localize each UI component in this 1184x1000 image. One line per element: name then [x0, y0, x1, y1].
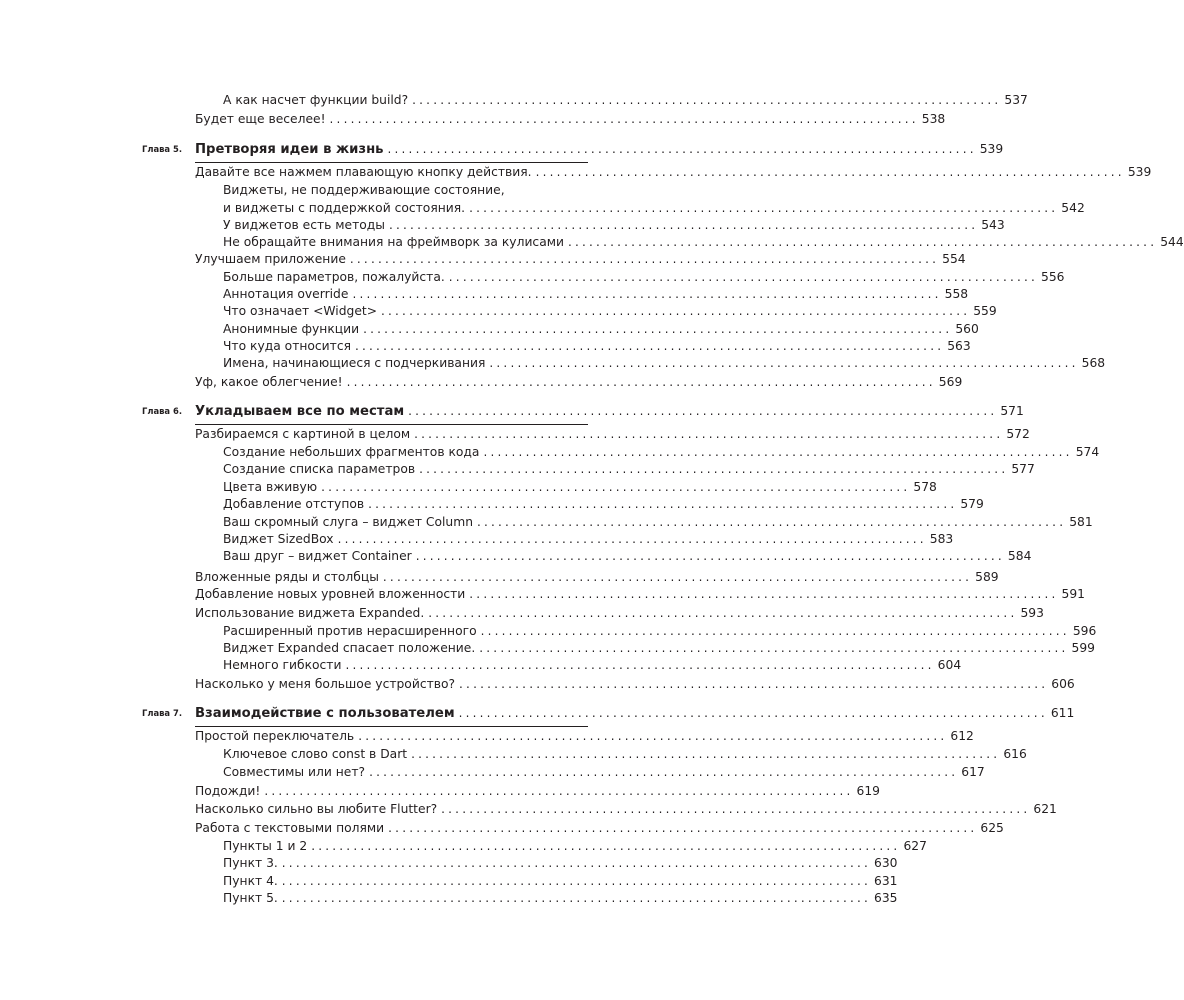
toc-entry-title: Пункт 5.: [223, 891, 278, 905]
toc-entry: [223, 889, 898, 907]
dot-leader: ....................................................................................: [414, 427, 1004, 441]
toc-entry-title: Простой переключатель: [195, 729, 355, 743]
toc-entry-title: Что куда относится: [223, 339, 352, 353]
toc-entry-title: Расширенный против нерасширенного: [223, 624, 477, 638]
toc-entry-title: Разбираемся с картиной в целом: [195, 427, 411, 441]
chapter-label: Глава 6.: [142, 406, 182, 416]
toc-entry-title: Ваш скромный слуга – виджет Column: [223, 515, 473, 529]
toc-entry-title: Виджет Expanded спасает положение.: [223, 641, 476, 655]
toc-entry-title: Давайте все нажмем плавающую кнопку действия.: [195, 165, 532, 179]
dot-leader: ....................................................................................: [411, 747, 1001, 761]
toc-entry-title: Ключевое слово const в Dart: [223, 747, 408, 761]
toc-entry-page: 543: [981, 218, 1005, 232]
toc-entry: [223, 443, 1100, 461]
toc-entry: [223, 656, 962, 674]
toc-entry-page: 556: [1041, 270, 1065, 284]
toc-entry: [195, 819, 1004, 837]
toc-entry: [223, 622, 1097, 640]
toc-entry: [223, 91, 1028, 109]
toc-entry-title: Добавление отступов: [223, 497, 365, 511]
toc-entry-title: Улучшаем приложение: [195, 252, 346, 266]
toc-entry-title: Пункты 1 и 2: [223, 839, 308, 853]
dot-leader: ....................................................................................: [387, 142, 977, 156]
dot-leader: ....................................................................................: [346, 375, 936, 389]
toc-entry: [195, 800, 1057, 818]
toc-entry-title: Пункт 4.: [223, 874, 278, 888]
dot-leader: ....................................................................................: [369, 765, 959, 779]
toc-entry-page: 538: [921, 112, 946, 126]
dot-leader: ....................................................................................: [419, 462, 1009, 476]
chapter-label: Глава 7.: [142, 708, 182, 718]
toc-entry-page: 625: [980, 821, 1004, 835]
toc-entry-page: 630: [874, 856, 898, 870]
toc-entry: [195, 110, 946, 128]
dot-leader: ....................................................................................: [337, 532, 927, 546]
dot-leader: ....................................................................................: [368, 497, 958, 511]
toc-entry-title: Пункт 3.: [223, 856, 278, 870]
toc-entry-page: 559: [973, 304, 997, 318]
dot-leader: ....................................................................................: [389, 218, 979, 232]
toc-entry-page: 619: [856, 784, 881, 798]
toc-entry: [223, 302, 997, 320]
toc-entry: [223, 513, 1093, 531]
toc-entry: [195, 604, 1044, 622]
dot-leader: ....................................................................................: [489, 356, 1079, 370]
toc-entry-page: 596: [1072, 624, 1097, 638]
dot-leader: ....................................................................................: [469, 587, 1059, 601]
dot-leader: ....................................................................................: [352, 287, 942, 301]
toc-entry-title: Больше параметров, пожалуйста.: [223, 270, 445, 284]
toc-entry: [223, 872, 898, 890]
dot-leader: ....................................................................................: [483, 445, 1073, 459]
toc-entry-page: 571: [1000, 404, 1024, 418]
toc-entry-page: 583: [929, 532, 954, 546]
toc-entry-page: 604: [937, 658, 962, 672]
chapter-heading: [195, 704, 1075, 722]
chapter-heading: [195, 140, 1004, 158]
toc-entry-title: Работа с текстовыми полями: [195, 821, 385, 835]
toc-entry-page: 616: [1003, 747, 1027, 761]
dot-leader: ....................................................................................: [321, 480, 911, 494]
toc-entry: [223, 837, 927, 855]
toc-entry: [223, 268, 1065, 286]
toc-entry-title: Анонимные функции: [223, 322, 360, 336]
toc-entry-page: 612: [950, 729, 974, 743]
toc-entry-page: 581: [1069, 515, 1093, 529]
toc-entry-title: Что означает <Widget>: [223, 304, 378, 318]
dot-leader: ....................................................................................: [477, 515, 1067, 529]
dot-leader: ....................................................................................: [381, 304, 971, 318]
toc-entry-page: 558: [944, 287, 969, 301]
toc-entry: [223, 763, 985, 781]
toc-entry-page: 627: [903, 839, 927, 853]
toc-entry: [195, 782, 881, 800]
toc-entry: [195, 425, 1030, 443]
dot-leader: ....................................................................................: [408, 404, 998, 418]
dot-leader: ....................................................................................: [329, 112, 919, 126]
toc-entry-page: 539: [1127, 165, 1152, 179]
chapter-heading: [195, 402, 1024, 420]
toc-entry-page: 599: [1071, 641, 1095, 655]
toc-entry-page: 577: [1011, 462, 1035, 476]
toc-entry: [223, 285, 969, 303]
toc-entry-title: Имена, начинающиеся с подчеркивания: [223, 356, 486, 370]
toc-entry-page: 631: [874, 874, 898, 888]
toc-entry: [195, 250, 966, 268]
toc-entry-page: 574: [1075, 445, 1100, 459]
toc-entry-title: У виджетов есть методы: [223, 218, 386, 232]
toc-entry-page: 554: [942, 252, 966, 266]
toc-entry-title: Взаимодействие с пользователем: [195, 706, 455, 721]
toc-entry: [223, 354, 1106, 372]
dot-leader: ....................................................................................: [535, 165, 1125, 179]
toc-entry: [223, 639, 1095, 657]
toc-entry-page: 572: [1006, 427, 1030, 441]
dot-leader: ....................................................................................: [568, 235, 1158, 249]
dot-leader: ....................................................................................: [415, 549, 1005, 563]
toc-entry-page: 621: [1033, 802, 1057, 816]
toc-entry-page: 560: [955, 322, 979, 336]
toc-entry: [223, 547, 1032, 565]
toc-entry-page: 542: [1061, 201, 1085, 215]
toc-entry-page: 584: [1007, 549, 1032, 563]
toc-entry: [223, 478, 937, 496]
toc-entry-title: Претворяя идеи в жизнь: [195, 142, 384, 157]
toc-entry-title: Уф, какое облегчение!: [195, 375, 343, 389]
toc-entry: [223, 495, 984, 513]
toc-entry-page: 568: [1081, 356, 1106, 370]
toc-entry-title: А как насчет функции build?: [223, 93, 409, 107]
chapter-label: Глава 5.: [142, 144, 182, 154]
toc-entry-page: 544: [1160, 235, 1184, 249]
toc-entry-page: 589: [975, 570, 999, 584]
toc-entry-page: 617: [961, 765, 985, 779]
toc-entry: [195, 568, 999, 586]
dot-leader: ....................................................................................: [388, 821, 978, 835]
dot-leader: ....................................................................................: [441, 802, 1031, 816]
toc-entry: [195, 727, 974, 745]
toc-entry: [195, 585, 1085, 603]
dot-leader: ....................................................................................: [281, 856, 872, 870]
toc-entry-page: 537: [1004, 93, 1028, 107]
dot-leader: ....................................................................................: [459, 677, 1049, 691]
dot-leader: ....................................................................................: [264, 784, 854, 798]
toc-entry-title: Виджет SizedBox: [223, 532, 334, 546]
toc-entry-title: Создание небольших фрагментов кода: [223, 445, 480, 459]
toc-entry-page: 579: [960, 497, 984, 511]
toc-entry-title: Добавление новых уровней вложенности: [195, 587, 466, 601]
dot-leader: ....................................................................................: [281, 874, 872, 888]
dot-leader: ....................................................................................: [382, 570, 973, 584]
toc-entry-title: Не обращайте внимания на фреймворк за кулисами: [223, 235, 564, 249]
toc-entry: [223, 320, 979, 338]
toc-entry-page: 635: [874, 891, 898, 905]
toc-entry: [223, 233, 1184, 251]
toc-entry-title: Цвета вживую: [223, 480, 318, 494]
toc-entry-page: 539: [979, 142, 1004, 156]
dot-leader: ....................................................................................: [469, 201, 1059, 215]
toc-entry-title: Подожди!: [195, 784, 261, 798]
toc-entry: [223, 337, 971, 355]
toc-entry: [223, 216, 1005, 234]
toc-entry-page: 606: [1051, 677, 1075, 691]
dot-leader: ....................................................................................: [458, 706, 1048, 720]
dot-leader: ....................................................................................: [345, 658, 935, 672]
toc-entry-title: Создание списка параметров: [223, 462, 416, 476]
toc-entry-title: Немного гибкости: [223, 658, 342, 672]
toc-entry: [195, 675, 1075, 693]
toc-entry-title: Насколько сильно вы любите Flutter?: [195, 802, 438, 816]
toc-entry-title: Аннотация override: [223, 287, 349, 301]
dot-leader: ....................................................................................: [428, 606, 1018, 620]
dot-leader: ....................................................................................: [349, 252, 940, 266]
toc-entry: [223, 745, 1027, 763]
dot-leader: ....................................................................................: [281, 891, 872, 905]
toc-entry: [195, 163, 1152, 181]
dot-leader: ....................................................................................: [448, 270, 1039, 284]
toc-entry-page: 591: [1061, 587, 1085, 601]
toc-entry-page: 593: [1020, 606, 1044, 620]
dot-leader: ....................................................................................: [358, 729, 948, 743]
dot-leader: ....................................................................................: [479, 641, 1069, 655]
dot-leader: ....................................................................................: [355, 339, 945, 353]
toc-entry-page: 578: [913, 480, 937, 494]
toc-entry: [223, 460, 1035, 478]
toc-entry-title: и виджеты с поддержкой состояния.: [223, 201, 466, 215]
toc-entry: [223, 854, 898, 872]
toc-entry-page: 563: [947, 339, 971, 353]
toc-entry-title: Ваш друг – виджет Container: [223, 549, 412, 563]
toc-entry-page: 569: [938, 375, 963, 389]
dot-leader: ....................................................................................: [480, 624, 1070, 638]
toc-entry-page: 611: [1050, 706, 1075, 720]
toc-entry-title: Совместимы или нет?: [223, 765, 366, 779]
toc-entry-title: Использование виджета Expanded.: [195, 606, 425, 620]
dot-leader: ....................................................................................: [311, 839, 901, 853]
toc-entry-title: Укладываем все по местам: [195, 404, 405, 419]
toc-entry-title-line: Виджеты, не поддерживающие состояние,: [223, 183, 505, 197]
dot-leader: ....................................................................................: [363, 322, 953, 336]
toc-entry-title: Насколько у меня большое устройство?: [195, 677, 456, 691]
dot-leader: ....................................................................................: [412, 93, 1002, 107]
toc-entry-title: Вложенные ряды и столбцы: [195, 570, 379, 584]
toc-entry: [223, 199, 1085, 217]
toc-entry-title: Будет еще веселее!: [195, 112, 326, 126]
toc-entry: [223, 530, 954, 548]
toc-entry: [195, 373, 963, 391]
